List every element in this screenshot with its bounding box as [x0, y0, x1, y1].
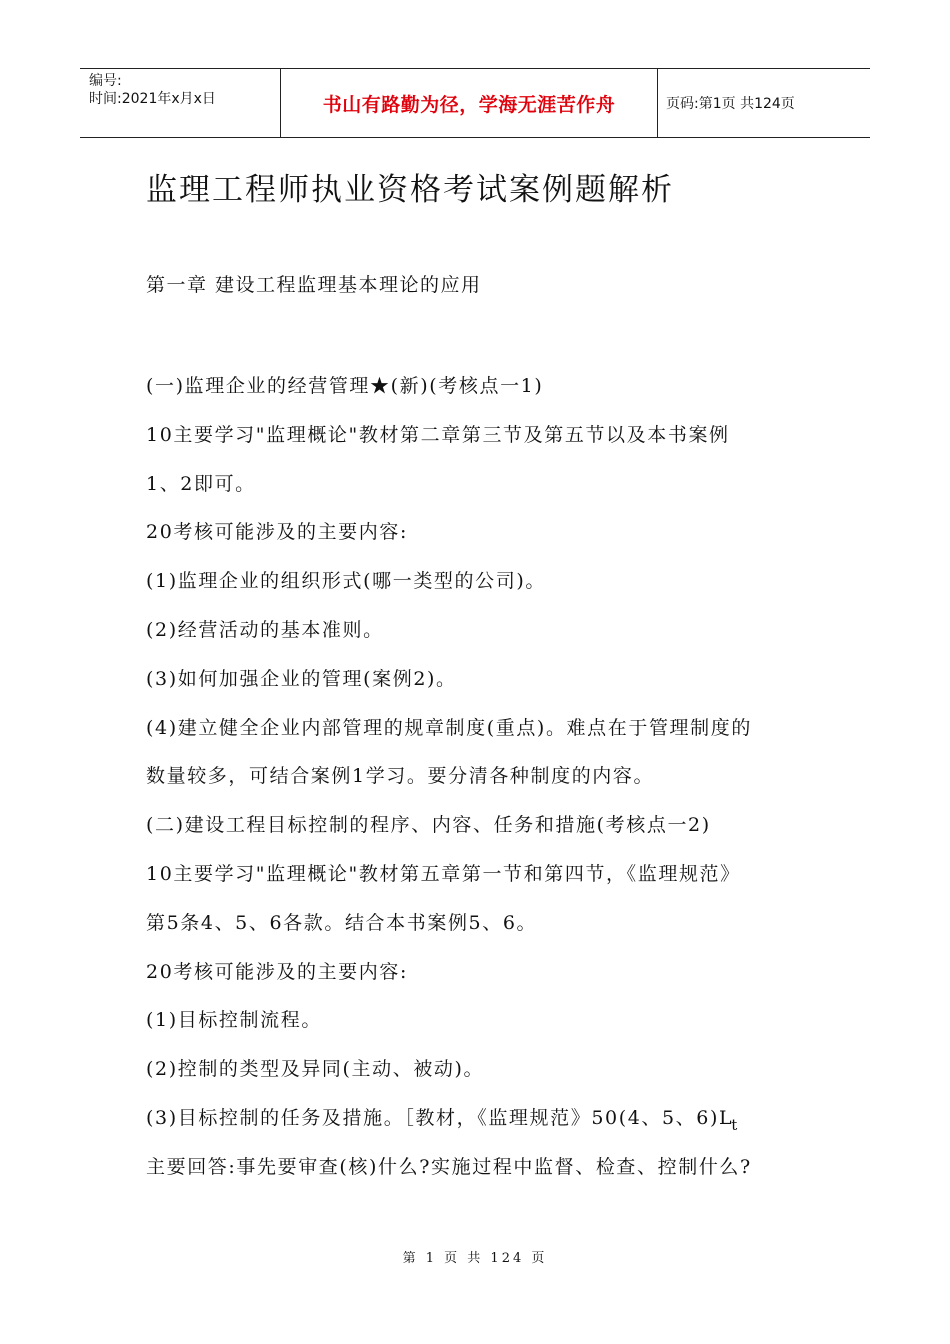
header-page-info: 页码:第1页 共124页 [666, 96, 795, 112]
body-line: 数量较多，可结合案例1学习。要分清各种制度的内容。 [146, 765, 655, 788]
body-line: 第5条4、5、6各款。结合本书案例5、6。 [146, 911, 538, 934]
body-line: (二)建设工程目标控制的程序、内容、任务和措施(考核点一2) [146, 814, 711, 837]
subscript-mark: t [731, 1115, 738, 1134]
body-line: 10主要学习"监理概论"教材第五章第一节和第四节，《监理规范》 [146, 862, 741, 885]
body-line: 1、2即可。 [146, 472, 256, 495]
page-footer: 第 1 页 共 124 页 [402, 1251, 548, 1266]
body-line: 主要回答:事先要审查(核)什么?实施过程中监督、检查、控制什么? [146, 1155, 752, 1178]
document-time-label: 时间:2021年x月x日 [89, 91, 216, 107]
body-line: 20考核可能涉及的主要内容: [146, 521, 408, 544]
body-line: (1)监理企业的组织形式(哪一类型的公司)。 [146, 570, 546, 593]
body-line: 20考核可能涉及的主要内容: [146, 960, 408, 983]
document-code-label: 编号: [89, 73, 122, 89]
header-meta-cell [80, 69, 281, 137]
body-line: (2)经营活动的基本准则。 [146, 618, 384, 641]
body-line-with-subscript [146, 1098, 826, 1147]
motto-text: 书山有路勤为径，学海无涯苦作舟 [322, 93, 616, 116]
body-line-text: (3)目标控制的任务及措施。［教材，《监理规范》50(4、5、6)L [146, 1106, 734, 1129]
body-line: (2)控制的类型及异同(主动、被动)。 [146, 1058, 485, 1081]
body-line: (一)监理企业的经营管理★(新)(考核点一1) [146, 375, 544, 397]
body-line: (4)建立健全企业内部管理的规章制度(重点)。难点在于管理制度的 [146, 716, 752, 739]
header-motto-cell [281, 69, 658, 137]
body-line: (3)如何加强企业的管理(案例2)。 [146, 667, 457, 690]
body-line: (1)目标控制流程。 [146, 1009, 322, 1032]
body-line: 10主要学习"监理概论"教材第二章第三节及第五节以及本书案例 [146, 423, 730, 446]
document-title: 监理工程师执业资格考试案例题解析 [146, 172, 674, 208]
chapter-heading: 第一章 建设工程监理基本理论的应用 [146, 274, 482, 296]
header-page-cell [658, 69, 870, 137]
header-table [80, 68, 870, 138]
document-body [146, 366, 826, 1196]
